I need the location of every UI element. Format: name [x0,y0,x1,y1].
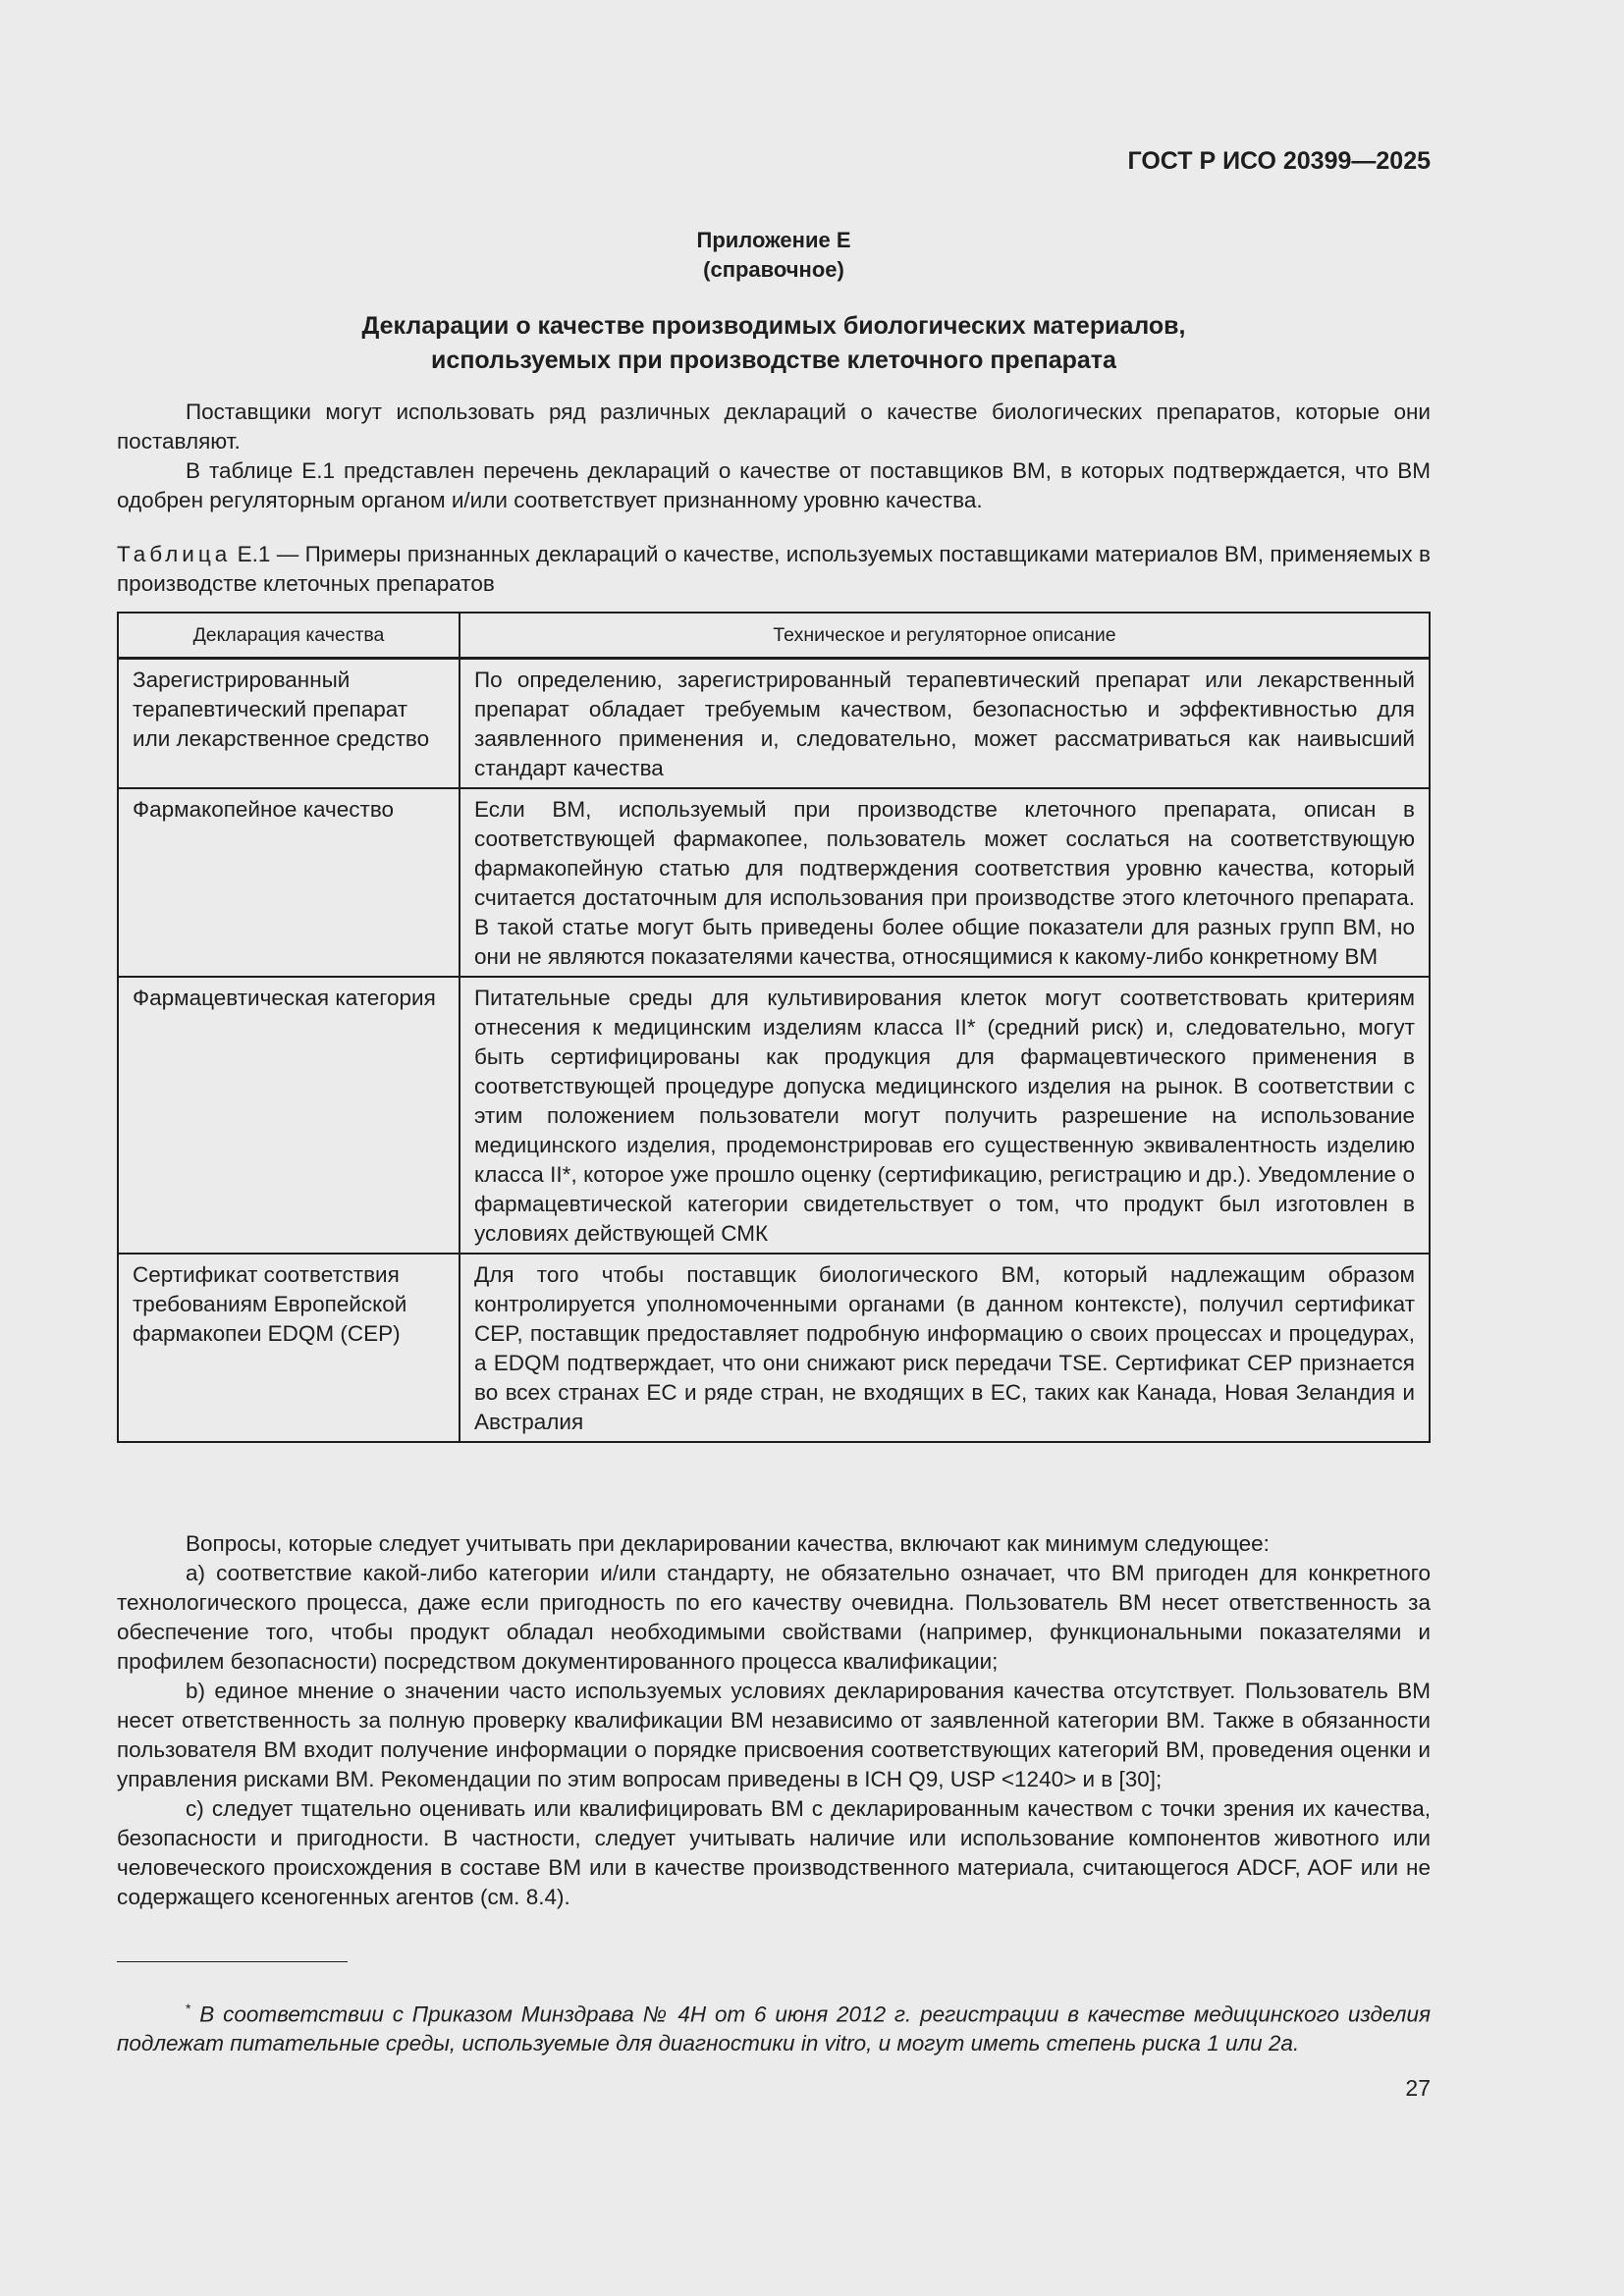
considerations-section [117,1529,1431,1912]
declaration-cell: Фармацевтическая категория [118,977,460,1254]
description-cell: Если ВМ, используемый при производстве клеточного препарата, описан в соответствующей фармакопее, пользователь может сослаться на соответствующую фармакопейную статью для подтверждения соответствия уровню качества, который считается достаточным для использования при производстве этого клеточного препарата. В такой статье могут быть приведены более общие показатели для разных групп ВМ, но они не являются показателями качества, относящимися к какому-либо конкретному ВМ [460,788,1430,977]
footnote-mark: * [186,2000,191,2016]
consideration-item: a) соответствие какой-либо категории и/или стандарту, не обязательно означает, что ВМ пригоден для конкретного технологического процесса, даже если пригодность по его качеству очевидна. Пользователь ВМ несет ответственность за обеспечение того, чтобы продукт обладал необходимыми свойствами (например, функциональными показателями и профилем безопасности) посредством документированного процесса квалификации; [117,1561,1431,1674]
footnote [117,1994,1431,2059]
table-header-row [118,613,1430,659]
consideration-item: c) следует тщательно оценивать или квалифицировать ВМ с декларированным качеством с точки зрения их качества, безопасности и пригодности. В частности, следует учитывать наличие или использование компонентов животного или человеческого происхождения в составе ВМ или в качестве производственного материала, считающегося ADCF, AOF или не содержащего ксеногенных агентов (см. 8.4). [117,1796,1431,1909]
table-row [118,977,1430,1254]
table-caption [117,540,1431,599]
column-header: Техническое и регуляторное описание [460,613,1430,659]
appendix-title: Приложение Е [696,228,851,252]
declaration-cell: Сертификат соответствия требованиям Европейской фармакопеи EDQM (CEP) [118,1254,460,1442]
table-row [118,788,1430,977]
page-title [117,309,1431,378]
document-code-header: ГОСТ Р ИСО 20399—2025 [1127,147,1431,175]
declaration-cell: Фармакопейное качество [118,788,460,977]
page-number: 27 [1405,2075,1431,2101]
considerations-lead: Вопросы, которые следует учитывать при декларировании качества, включают как минимум следующее: [186,1531,1270,1556]
declaration-cell: Зарегистрированный терапевтический препарат или лекарственное средство [118,659,460,789]
column-header: Декларация качества [118,613,460,659]
footnote-text: В соответствии с Приказом Минздрава № 4Н от 6 июня 2012 г. регистрации в качестве медицинского изделия подлежат питательные среды, используемые для диагностики in vitro, и могут иметь степень риска 1 или 2а. [117,2002,1431,2056]
appendix-subtitle: (справочное) [703,257,844,282]
intro-paragraph: В таблице Е.1 представлен перечень деклараций о качестве от поставщиков ВМ, в которых подтверждается, что ВМ одобрен регуляторным органом и/или соответствует признанному уровню качества. [117,458,1431,512]
description-cell: По определению, зарегистрированный терапевтический препарат или лекарственный препарат обладает требуемым качеством, безопасностью и эффективностью для заявленного применения и, следовательно, может рассматриваться как наивысший стандарт качества [460,659,1430,789]
intro-section [117,398,1431,515]
page-title-line-1: Декларации о качестве производимых биологических материалов, [361,312,1186,340]
consideration-item: b) единое мнение о значении часто используемых условиях декларирования качества отсутствует. Пользователь ВМ несет ответственность за полную проверку квалификации ВМ независимо от заявленной категории ВМ. Также в обязанности пользователя ВМ входит получение информации о порядке присвоения соответствующих категорий ВМ, проведения оценки и управления рисками ВМ. Рекомендации по этим вопросам приведены в ICH Q9, USP <1240> и в [30]; [117,1679,1431,1791]
intro-paragraph: Поставщики могут использовать ряд различных деклараций о качестве биологических препаратов, которые они поставляют. [117,400,1431,454]
table-row [118,659,1430,789]
footnote-divider [117,1961,348,1962]
description-cell: Питательные среды для культивирования клеток могут соответствовать критериям отнесения к медицинским изделиям класса II* (средний риск) и, следовательно, могут быть сертифицированы как продукция для фармацевтического применения в соответствующей процедуре допуска медицинского изделия на рынок. В соответствии с этим положением пользователи могут получить разрешение на использование медицинского изделия, продемонстрировав его существенную эквивалентность изделию класса II*, которое уже прошло оценку (сертификацию, регистрацию и др.). Уведомление о фармацевтической категории свидетельствует о том, что продукт был изготовлен в условиях действующей СМК [460,977,1430,1254]
quality-declarations-table [117,612,1431,1443]
table-caption-label: Таблица [117,542,232,566]
description-cell: Для того чтобы поставщик биологического ВМ, который надлежащим образом контролируется уполномоченными органами (в данном контексте), получил сертификат CEP, поставщик предоставляет подробную информацию о своих процессах и процедурах, а EDQM подтверждает, что они снижают риск передачи TSE. Сертификат CEP признается во всех странах ЕС и ряде стран, не входящих в ЕС, таких как Канада, Новая Зеландия и Австралия [460,1254,1430,1442]
table-caption-text: Е.1 — Примеры признанных деклараций о качестве, используемых поставщиками материалов ВМ, применяемых в производстве клеточных препаратов [117,542,1431,596]
appendix-heading [117,226,1431,285]
table-row [118,1254,1430,1442]
page-title-line-2: используемых при производстве клеточного препарата [431,347,1116,374]
